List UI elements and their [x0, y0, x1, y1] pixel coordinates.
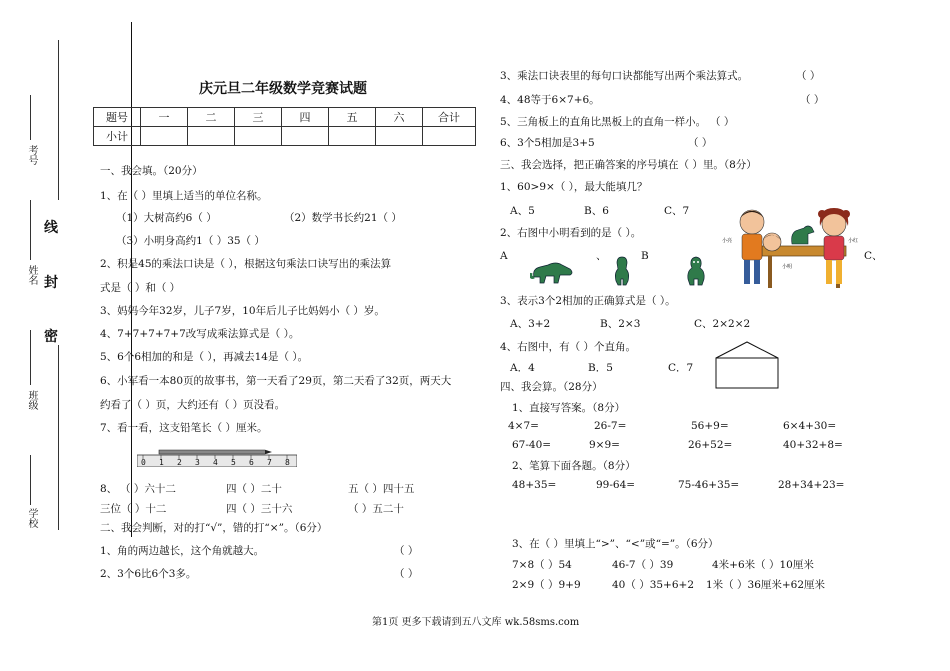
j6-text: 6、3个5相加是3+5: [500, 137, 595, 149]
ruler-number: 2: [177, 458, 182, 467]
calc-item: 75-46+35=: [678, 479, 740, 491]
c4-option[interactable]: A．4: [510, 362, 535, 374]
score-cell[interactable]: [188, 127, 235, 146]
score-cell[interactable]: [235, 127, 282, 146]
calc-item: 99-64=: [596, 479, 636, 491]
calc-item: 6×4+30=: [783, 420, 837, 432]
q6-line2: 约看了（ ）页，大约还有（ ）页没看。: [100, 399, 286, 411]
calc-item: 4×7=: [508, 420, 539, 432]
compare-heading: 3、在（ ）里填上“>”、“<”或“=”。（6分）: [512, 538, 719, 550]
score-subtotal-row: [94, 127, 476, 146]
child-label-xiaoming: 小明: [782, 264, 793, 270]
calc-item: 26-7=: [594, 420, 627, 432]
calc-item: 56+9=: [691, 420, 729, 432]
dinosaur-front-view-image: [684, 255, 708, 287]
c4-option[interactable]: B．5: [588, 362, 613, 374]
j3-answer-blank[interactable]: （ ）: [796, 70, 821, 82]
q5-text: 5、6个6相加的和是（ ），再减去14是（ ）。: [100, 351, 309, 363]
page-title: 庆元旦二年级数学竞赛试题: [199, 81, 367, 97]
j5-answer-blank[interactable]: （ ）: [710, 116, 735, 128]
children-dinosaur-illustration: [722, 202, 864, 290]
q8-item: 五（ ）四十五: [348, 483, 415, 495]
calc-item: 28+34+23=: [778, 479, 845, 491]
compare-item: 40（ ）35+6+2: [612, 579, 695, 591]
ruler-number: 5: [231, 458, 236, 467]
j6-answer-blank[interactable]: （ ）: [688, 137, 713, 149]
dinosaur-back-view-image: [608, 255, 636, 287]
dinosaur-side-view-image: [530, 255, 576, 285]
score-header: 五: [329, 108, 376, 127]
score-row-label: 小计: [94, 127, 141, 146]
q3-text: 3、妈妈今年32岁，儿子7岁，10年后儿子比妈妈小（ ）岁。: [100, 305, 385, 317]
j2-text: 2、3个6比6个3多。: [100, 568, 197, 580]
seal-feng: 封: [44, 275, 58, 291]
q1b-text: （2）数学书长约21（ ）: [284, 212, 402, 224]
score-cell[interactable]: [282, 127, 329, 146]
score-cell[interactable]: [141, 127, 188, 146]
c1-text: 1、60>9×（ ），最大能填几？: [500, 181, 648, 193]
calc2-heading: 2、笔算下面各题。（8分）: [512, 460, 636, 472]
q1a-text: （1）大树高约6（ ）: [116, 212, 217, 224]
calc-item: 67-40=: [512, 439, 552, 451]
name-line: [30, 200, 31, 260]
j1-text: 1、角的两边越长，这个角就越大。: [100, 545, 265, 557]
c3-option[interactable]: A、3+2: [510, 318, 551, 330]
class-line: [30, 330, 31, 385]
ruler-number: 8: [285, 458, 290, 467]
q8-item: （ ）五二十: [348, 503, 404, 515]
q8-item: 三位（ ）十二: [100, 503, 167, 515]
exam-number-label: 考号: [26, 145, 37, 165]
c3-option[interactable]: C、2×2×2: [694, 318, 751, 330]
calc-item: 48+35=: [512, 479, 557, 491]
seal-mi: 密: [44, 329, 58, 345]
j1-answer-blank[interactable]: （ ）: [394, 545, 419, 557]
seal-line-upper: [58, 40, 59, 200]
c4-option[interactable]: C．7: [668, 362, 694, 374]
seal-xian: 线: [44, 220, 58, 236]
c2-text: 2、右图中小明看到的是（ ）。: [500, 227, 642, 239]
j3-text: 3、乘法口诀表里的每句口诀都能写出两个乘法算式。: [500, 70, 749, 82]
section2-heading: 二、我会判断，对的打“√”，错的打“×”。（6分）: [100, 522, 328, 534]
exam-number-line: [30, 95, 31, 140]
q1c-text: （3）小明身高约1（ ）35（ ）: [116, 235, 265, 247]
q1-text: 1、在（ ）里填上适当的单位名称。: [100, 190, 268, 202]
ruler-number: 0: [141, 458, 146, 467]
name-label: 姓名: [26, 265, 37, 285]
page-footer: 第1页 更多下载请到五八文库 wk.58sms.com: [372, 617, 580, 628]
pencil-ruler-image: [137, 449, 297, 467]
c2-separator: 、: [596, 250, 607, 262]
score-header: 题号: [94, 108, 141, 127]
ruler-number: 3: [195, 458, 200, 467]
school-line: [30, 455, 31, 505]
score-header: 合计: [423, 108, 476, 127]
score-header: 六: [376, 108, 423, 127]
margin-divider: [131, 22, 132, 537]
c1-option[interactable]: B、6: [584, 205, 609, 217]
calc-item: 40+32+8=: [783, 439, 843, 451]
q2-line1: 2、积是45的乘法口诀是（ ），根据这句乘法口诀写出的乘法算: [100, 258, 392, 270]
house-shape-figure: [714, 340, 780, 390]
score-header-row: [94, 108, 476, 127]
section1-heading: 一、我会填。（20分）: [100, 165, 203, 177]
ruler-number: 4: [213, 458, 218, 467]
q2-line2: 式是（ ）和（ ）: [100, 282, 181, 294]
score-table: [93, 107, 476, 146]
score-cell[interactable]: [329, 127, 376, 146]
c2-option-c-label[interactable]: C、: [864, 250, 883, 262]
ruler-number: 1: [159, 458, 164, 467]
seal-line-lower: [58, 345, 59, 530]
compare-item: 46-7（ ）39: [612, 559, 674, 571]
calc1-heading: 1、直接写答案。（8分）: [512, 402, 626, 414]
c1-option[interactable]: A、5: [510, 205, 535, 217]
class-label: 班级: [26, 390, 37, 410]
score-header: 三: [235, 108, 282, 127]
q4-text: 4、7+7+7+7+7改写成乘法算式是（ ）。: [100, 328, 300, 340]
q8-label: 8、: [100, 483, 118, 495]
j2-answer-blank[interactable]: （ ）: [394, 568, 419, 580]
q7-text: 7、看一看，这支铅笔长（ ）厘米。: [100, 422, 268, 434]
compare-item: 1米（ ）36厘米+62厘米: [706, 579, 826, 591]
score-header: 一: [141, 108, 188, 127]
j4-text: 4、48等于6×7+6。: [500, 94, 600, 106]
child-label-xiaohong: 小红: [848, 238, 859, 244]
c1-option[interactable]: C、7: [664, 205, 690, 217]
q8-item: 四（ ）二十: [226, 483, 282, 495]
calc-item: 9×9=: [589, 439, 620, 451]
compare-item: 2×9（ ）9+9: [512, 579, 581, 591]
section4-heading: 四、我会算。（28分）: [500, 381, 603, 393]
compare-item: 7×8（ ）54: [512, 559, 572, 571]
child-label-xiaoliang: 小亮: [722, 238, 733, 244]
score-cell[interactable]: [376, 127, 423, 146]
c4-text: 4、右图中，有（ ）个直角。: [500, 341, 637, 353]
score-header: 四: [282, 108, 329, 127]
ruler-number: 7: [267, 458, 272, 467]
q8-item: （ ）六十二: [120, 483, 176, 495]
section3-heading: 三、我会选择，把正确答案的序号填在（ ）里。（8分）: [500, 159, 757, 171]
score-header: 二: [188, 108, 235, 127]
j4-answer-blank[interactable]: （ ）: [800, 94, 825, 106]
ruler-number: 6: [249, 458, 254, 467]
compare-item: 4米+6米（ ）10厘米: [712, 559, 814, 571]
c3-option[interactable]: B、2×3: [600, 318, 641, 330]
calc-item: 26+52=: [688, 439, 733, 451]
j5-text: 5、三角板上的直角比黑板上的直角一样小。: [500, 116, 707, 128]
c2-option-b-label[interactable]: B: [641, 250, 649, 262]
c2-option-a-label[interactable]: A: [500, 250, 508, 262]
score-cell[interactable]: [423, 127, 476, 146]
school-label: 学校: [26, 508, 37, 528]
q6-line1: 6、小军看一本80页的故事书，第一天看了29页，第二天看了32页，两天大: [100, 375, 452, 387]
c3-text: 3、表示3个2相加的正确算式是（ ）。: [500, 295, 676, 307]
q8-item: 四（ ）三十六: [226, 503, 293, 515]
